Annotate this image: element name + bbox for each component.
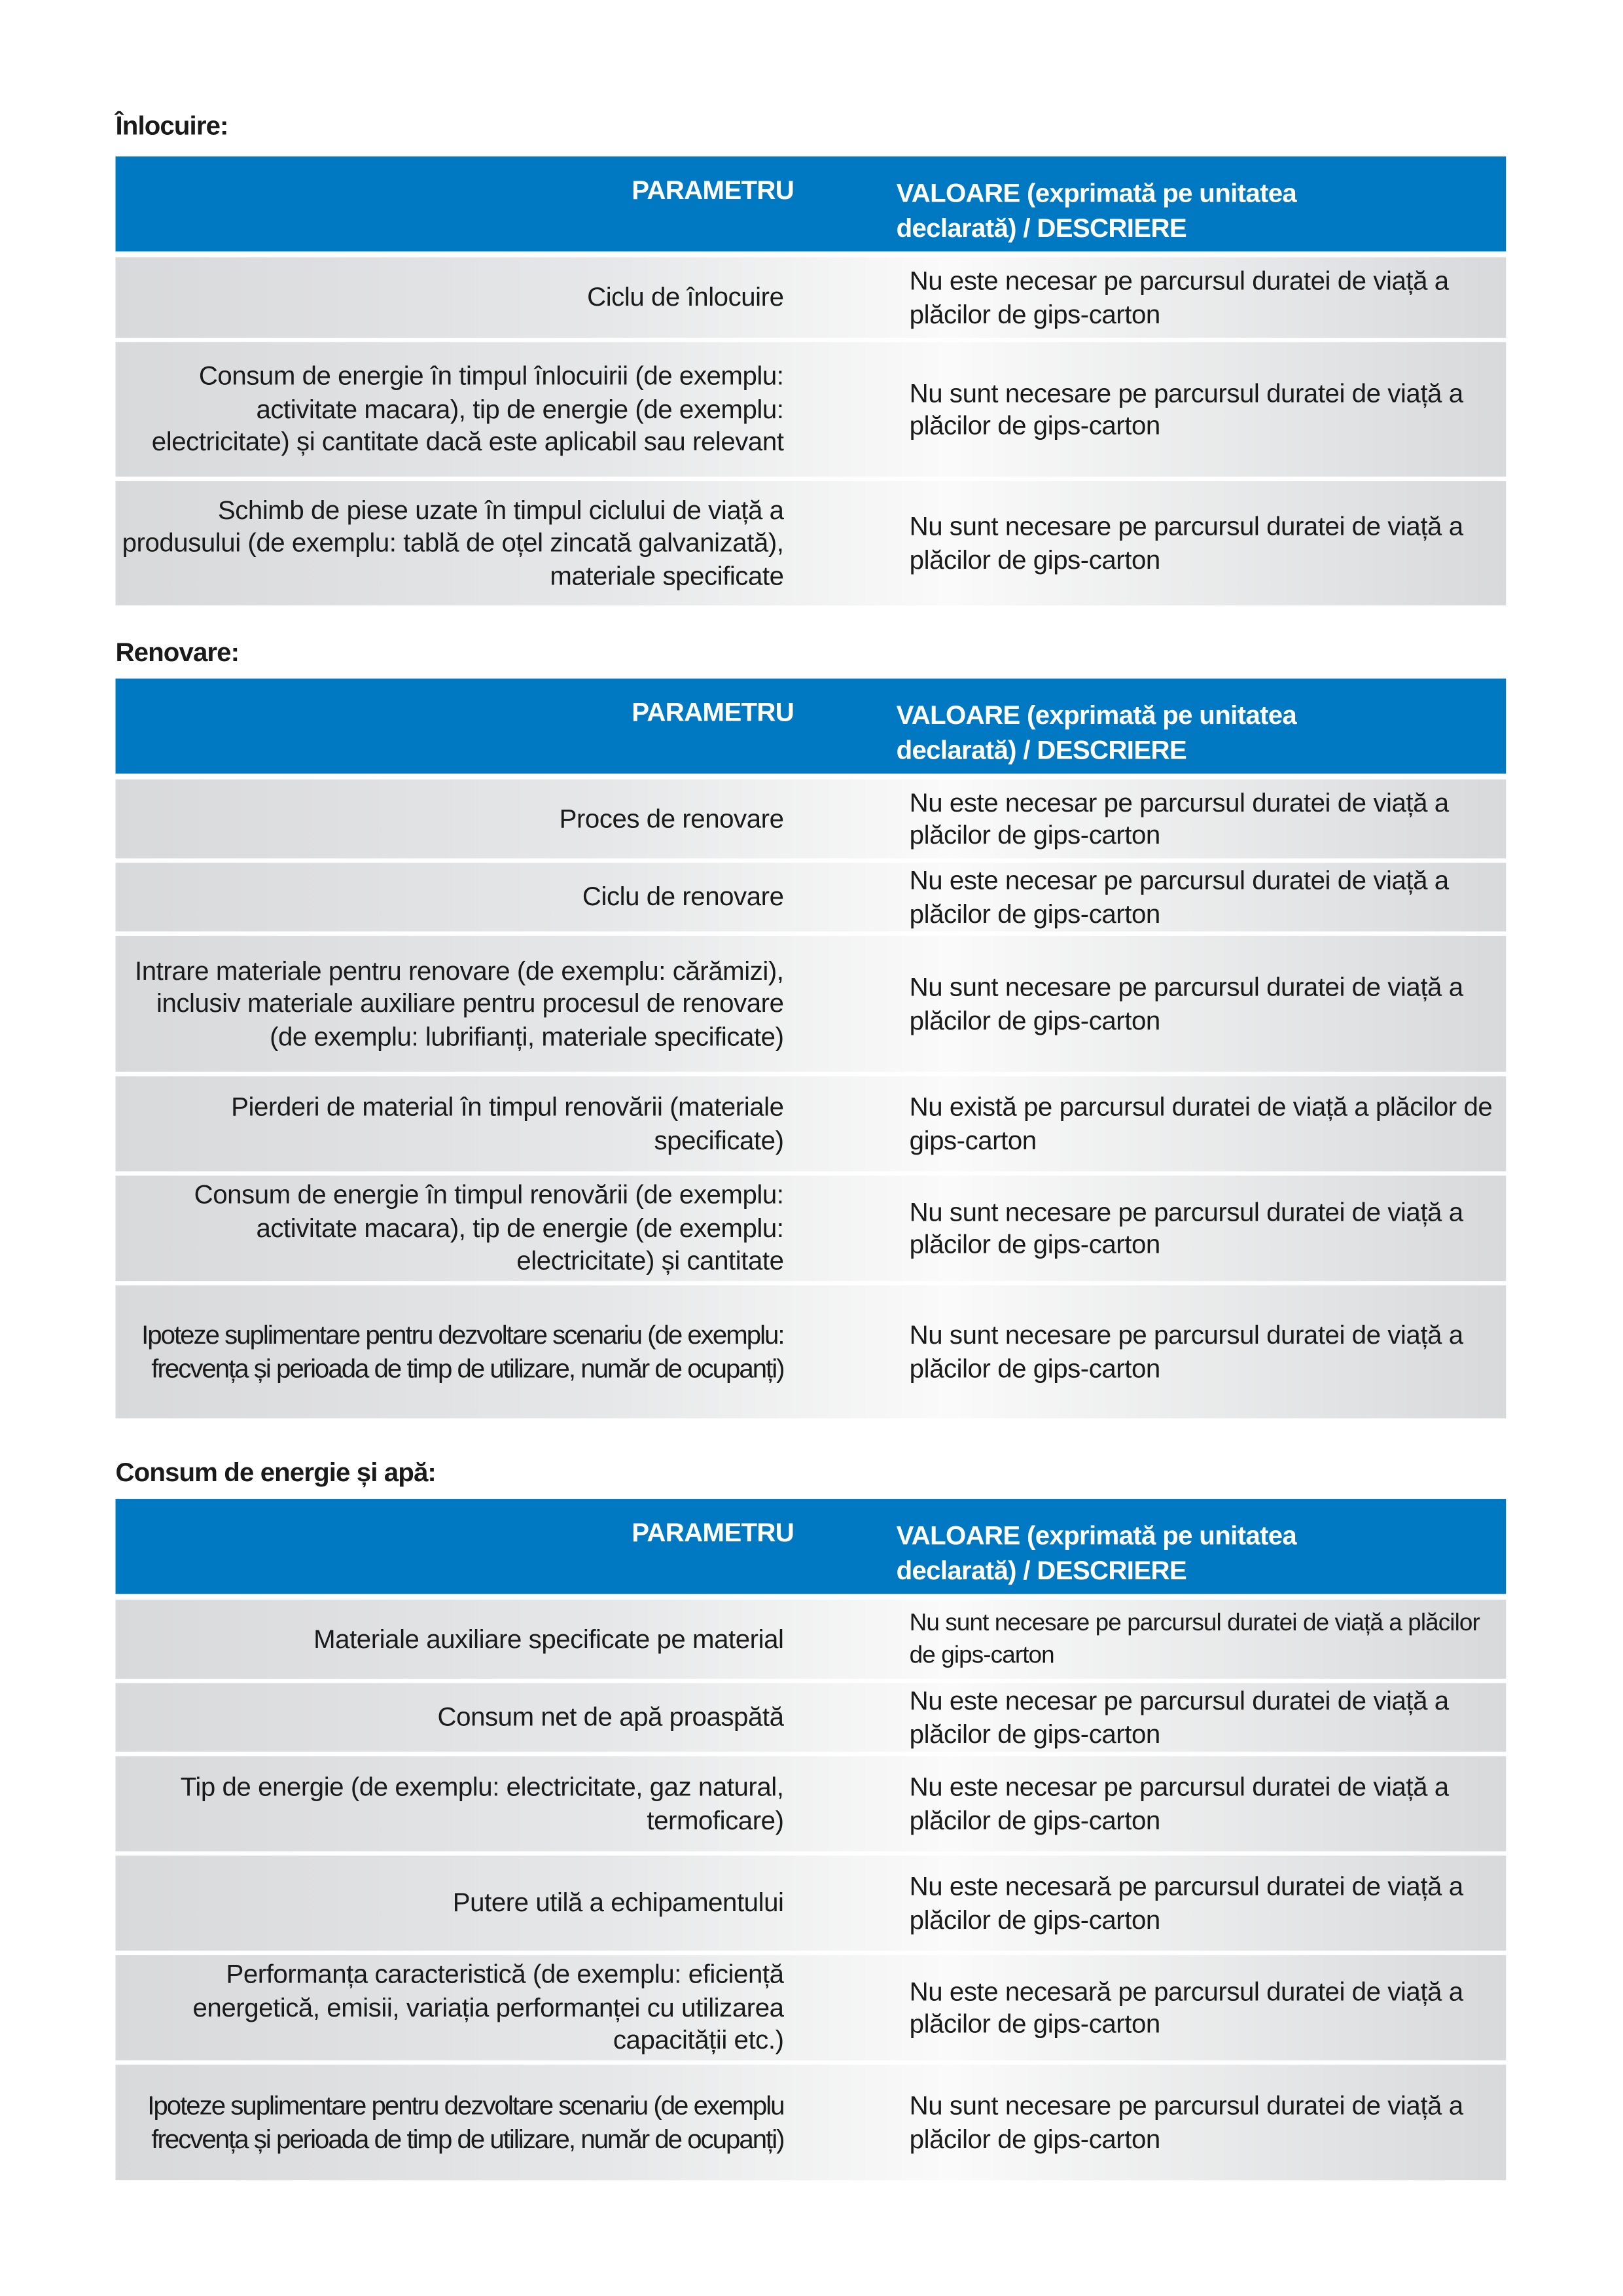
row-value: Nu există pe parcursul duratei de viață a plăcilor de gips-carton: [909, 1092, 1493, 1155]
row-parameter: Consum de energie în timpul înlocuirii (de exemplu: activitate macara), tip de energie (de exemplu: electricitate) și cantitate dacă este aplicabil sau relevant: [151, 361, 784, 457]
table-row: [116, 1285, 1507, 1418]
row-value: Nu sunt necesare pe parcursul duratei de viață a plăcilor de gips-carton: [909, 511, 1463, 574]
header-parameter: PARAMETRU: [632, 175, 794, 205]
parameter-table: [116, 1499, 1507, 2185]
parameter-table: [116, 156, 1507, 610]
section-title: Renovare:: [115, 637, 240, 667]
row-value: Nu este necesar pe parcursul duratei de viață a plăcilor de gips-carton: [909, 1686, 1449, 1748]
row-parameter: Consum net de apă proaspătă: [437, 1702, 784, 1732]
row-parameter: Pierderi de material în timpul renovării (materiale specificate): [231, 1092, 784, 1155]
row-parameter: Tip de energie (de exemplu: electricitate, gaz natural, termoficare): [180, 1772, 784, 1835]
table-header: [116, 156, 1507, 251]
table-header: [116, 1499, 1507, 1594]
section-title: Înlocuire:: [115, 111, 228, 141]
row-value: Nu este necesar pe parcursul duratei de viață a plăcilor de gips-carton: [909, 787, 1449, 850]
table-row: [116, 1076, 1507, 1171]
header-value: VALOARE (exprimată pe unitatea declarată) / DESCRIERE: [896, 700, 1297, 765]
section-title: Consum de energie și apă:: [115, 1458, 436, 1488]
header-value: VALOARE (exprimată pe unitatea declarată) / DESCRIERE: [896, 178, 1297, 243]
table-row: [116, 936, 1507, 1072]
row-parameter: Ipoteze suplimentare pentru dezvoltare scenariu (de exemplu frecvența și perioada de timp de utilizare, număr de ocupanți): [147, 2090, 784, 2153]
row-parameter: Materiale auxiliare specificate pe material: [313, 1624, 784, 1654]
table-row: [116, 1600, 1507, 1679]
row-parameter: Proces de renovare: [559, 804, 784, 833]
table-row: [116, 1175, 1507, 1281]
row-parameter: Ciclu de înlocuire: [587, 282, 784, 312]
row-value: Nu sunt necesare pe parcursul duratei de viață a plăcilor de gips-carton: [909, 2090, 1463, 2153]
table-row: [116, 342, 1507, 477]
row-value: Nu sunt necesare pe parcursul duratei de viață a plăcilor de gips-carton: [909, 1196, 1463, 1259]
row-parameter: Consum de energie în timpul renovării (de exemplu: activitate macara), tip de energie (de exemplu: electricitate) și cantitate: [194, 1180, 784, 1276]
table-row: [116, 2065, 1507, 2181]
row-parameter: Ciclu de renovare: [582, 882, 784, 912]
table-row: [116, 780, 1507, 859]
row-value: Nu este necesară pe parcursul duratei de viață a plăcilor de gips-carton: [909, 1976, 1463, 2039]
table-row: [116, 481, 1507, 605]
header-parameter: PARAMETRU: [632, 1518, 794, 1547]
table-row: [116, 1683, 1507, 1752]
row-parameter: Intrare materiale pentru renovare (de exemplu: cărămizi), inclusiv materiale auxiliare pentru procesul de renovare (de exemplu: lubrifianți, materiale specificate): [135, 956, 784, 1051]
table-row: [116, 257, 1507, 338]
row-parameter: Performanța caracteristică (de exemplu: eficiență energetică, emisii, variația performanței cu utilizarea capacității etc.): [192, 1960, 784, 2055]
row-value: Nu este necesar pe parcursul duratei de viață a plăcilor de gips-carton: [909, 1772, 1449, 1835]
row-parameter: Putere utilă a echipamentului: [452, 1888, 784, 1918]
row-value: Nu sunt necesare pe parcursul duratei de viață a plăcilor de gips-carton: [909, 1320, 1463, 1383]
parameter-table: [116, 679, 1507, 1423]
row-parameter: Schimb de piese uzate în timpul ciclului de viață a produsului (de exemplu: tablă de oțel zincată galvanizată), materiale specificate: [122, 495, 784, 591]
table-header: [116, 679, 1507, 774]
table-row: [116, 863, 1507, 931]
row-value: Nu sunt necesare pe parcursul duratei de viață a plăcilor de gips-carton: [909, 378, 1463, 440]
row-value: Nu este necesară pe parcursul duratei de viață a plăcilor de gips-carton: [909, 1871, 1463, 1934]
table-row: [116, 1955, 1507, 2060]
table-row: [116, 1756, 1507, 1851]
row-value: Nu este necesar pe parcursul duratei de viață a plăcilor de gips-carton: [909, 266, 1449, 329]
table-row: [116, 1856, 1507, 1950]
row-parameter: Ipoteze suplimentare pentru dezvoltare scenariu (de exemplu: frecvența și perioada de timp de utilizare, număr de ocupanți): [141, 1320, 784, 1383]
header-value: VALOARE (exprimată pe unitatea declarată) / DESCRIERE: [896, 1520, 1297, 1585]
row-value: Nu sunt necesare pe parcursul duratei de viață a plăcilor de gips-carton: [909, 972, 1463, 1035]
header-parameter: PARAMETRU: [632, 697, 794, 727]
row-value: Nu este necesar pe parcursul duratei de viață a plăcilor de gips-carton: [909, 865, 1449, 928]
row-value: Nu sunt necesare pe parcursul duratei de viață a plăcilor de gips-carton: [909, 1609, 1480, 1669]
